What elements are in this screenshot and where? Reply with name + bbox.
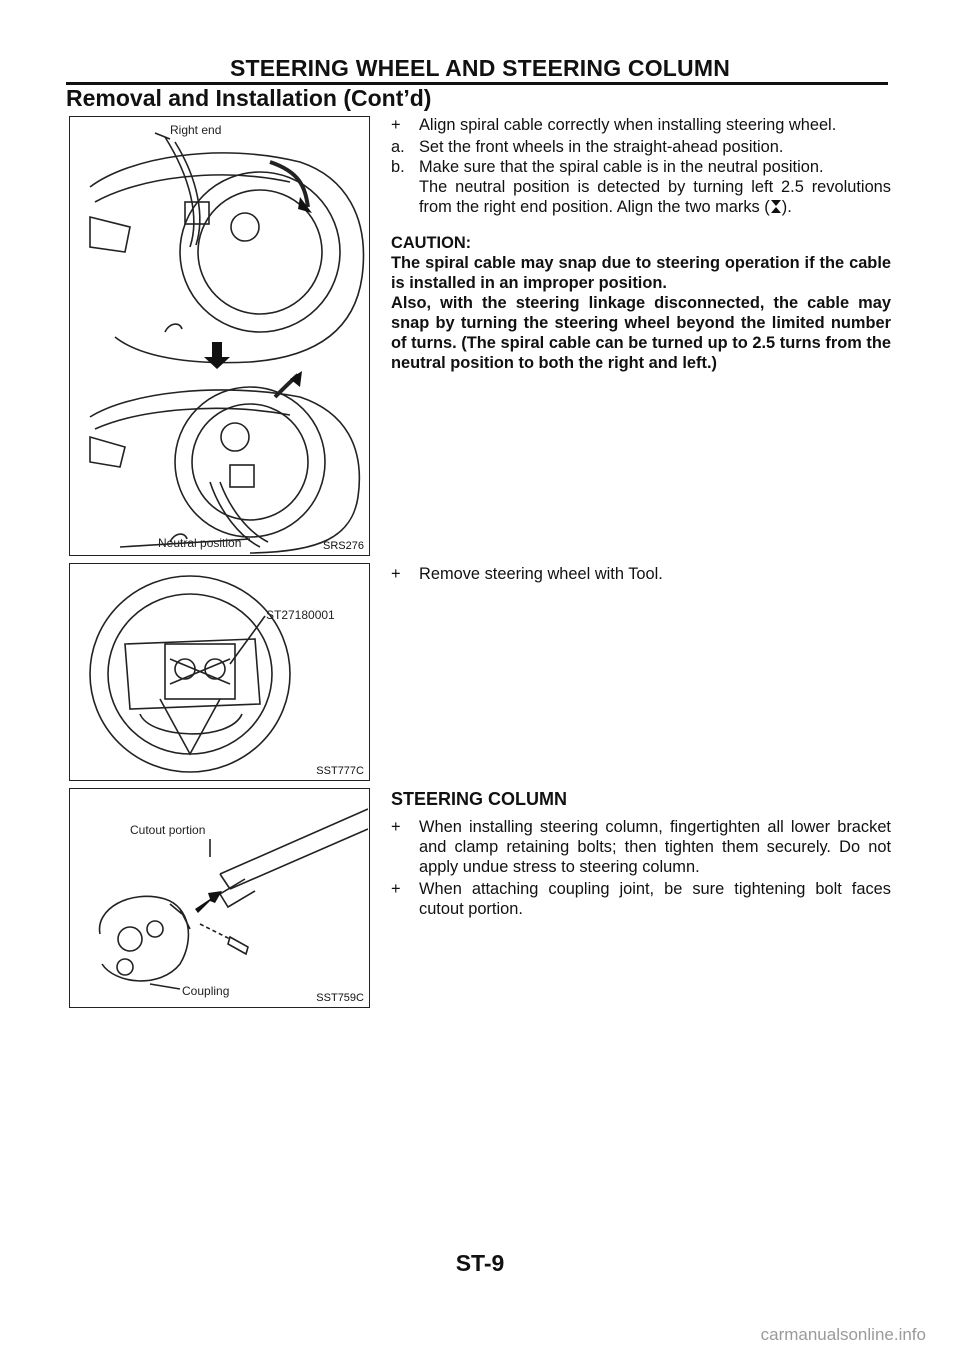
list-item xyxy=(391,564,891,584)
page-number: ST-9 xyxy=(455,1250,505,1276)
bullet-text: When installing steering column, fingertighten all lower bracket and clamp retaining bolts; then tighten them securely. Do not apply undue stress to steering column. xyxy=(419,818,891,876)
steering-column-illustration xyxy=(70,789,368,1006)
bullet-mark: + xyxy=(391,565,401,583)
step-item xyxy=(391,157,891,217)
bullet-mark: + xyxy=(391,116,401,134)
figure-label-cutout-portion: Cutout portion xyxy=(130,823,206,837)
caution-heading: CAUTION: xyxy=(391,234,472,252)
bullet-mark: + xyxy=(391,818,401,836)
bullet-text: Remove steering wheel with Tool. xyxy=(419,565,663,583)
step-label: b. xyxy=(391,158,405,176)
figure-spiral-cable xyxy=(69,116,370,556)
figure-code: SST759C xyxy=(316,992,364,1004)
alignment-mark-icon xyxy=(770,199,782,214)
figure-steering-wheel-tool xyxy=(69,563,370,781)
figure-steering-column xyxy=(69,788,370,1008)
page-header-subtitle: Removal and Installation (Cont’d) xyxy=(66,85,432,111)
bullet-mark: + xyxy=(391,880,401,898)
section-steering-column xyxy=(391,789,891,921)
watermark: carmanualsonline.info xyxy=(760,1325,926,1344)
step-text: Make sure that the spiral cable is in the neutral position. xyxy=(419,158,824,176)
figure-code: SST777C xyxy=(316,765,364,777)
caution-text-2: Also, with the steering linkage disconnected, the cable may snap by turning the steering wheel beyond the limited number of turns. (The spiral cable can be turned up to 2.5 turns from the neutral position to both the right and left.) xyxy=(391,294,891,372)
step-text: Set the front wheels in the straight-ahead position. xyxy=(419,138,784,156)
step-label: a. xyxy=(391,138,405,156)
bullet-text: When attaching coupling joint, be sure tightening bolt faces cutout portion. xyxy=(419,880,891,918)
spiral-cable-illustration xyxy=(70,117,368,554)
section-title: STEERING COLUMN xyxy=(391,789,568,809)
list-item xyxy=(391,879,891,919)
page-header-title: STEERING WHEEL AND STEERING COLUMN xyxy=(229,55,731,81)
caution-text: The spiral cable may snap due to steering operation if the cable is installed in an improper position. xyxy=(391,254,891,292)
list-item xyxy=(391,115,891,135)
figure-label-tool: ST27180001 xyxy=(266,608,335,622)
list-item xyxy=(391,817,891,877)
step-detail-post: ). xyxy=(781,198,792,216)
section-remove-wheel xyxy=(391,564,891,586)
step-detail-pre: The neutral position is detected by turning left 2.5 revolutions from the right end position. Align the two marks ( xyxy=(419,178,891,216)
step-item xyxy=(391,137,891,157)
figure-label-neutral-position: Neutral position xyxy=(158,536,242,550)
section-spiral-cable xyxy=(391,115,891,373)
steering-wheel-illustration xyxy=(70,564,368,779)
figure-label-right-end: Right end xyxy=(170,123,222,137)
figure-label-coupling: Coupling xyxy=(182,984,230,998)
bullet-text: Align spiral cable correctly when installing steering wheel. xyxy=(419,116,837,134)
figure-code: SRS276 xyxy=(323,540,364,552)
step-detail xyxy=(419,177,891,217)
